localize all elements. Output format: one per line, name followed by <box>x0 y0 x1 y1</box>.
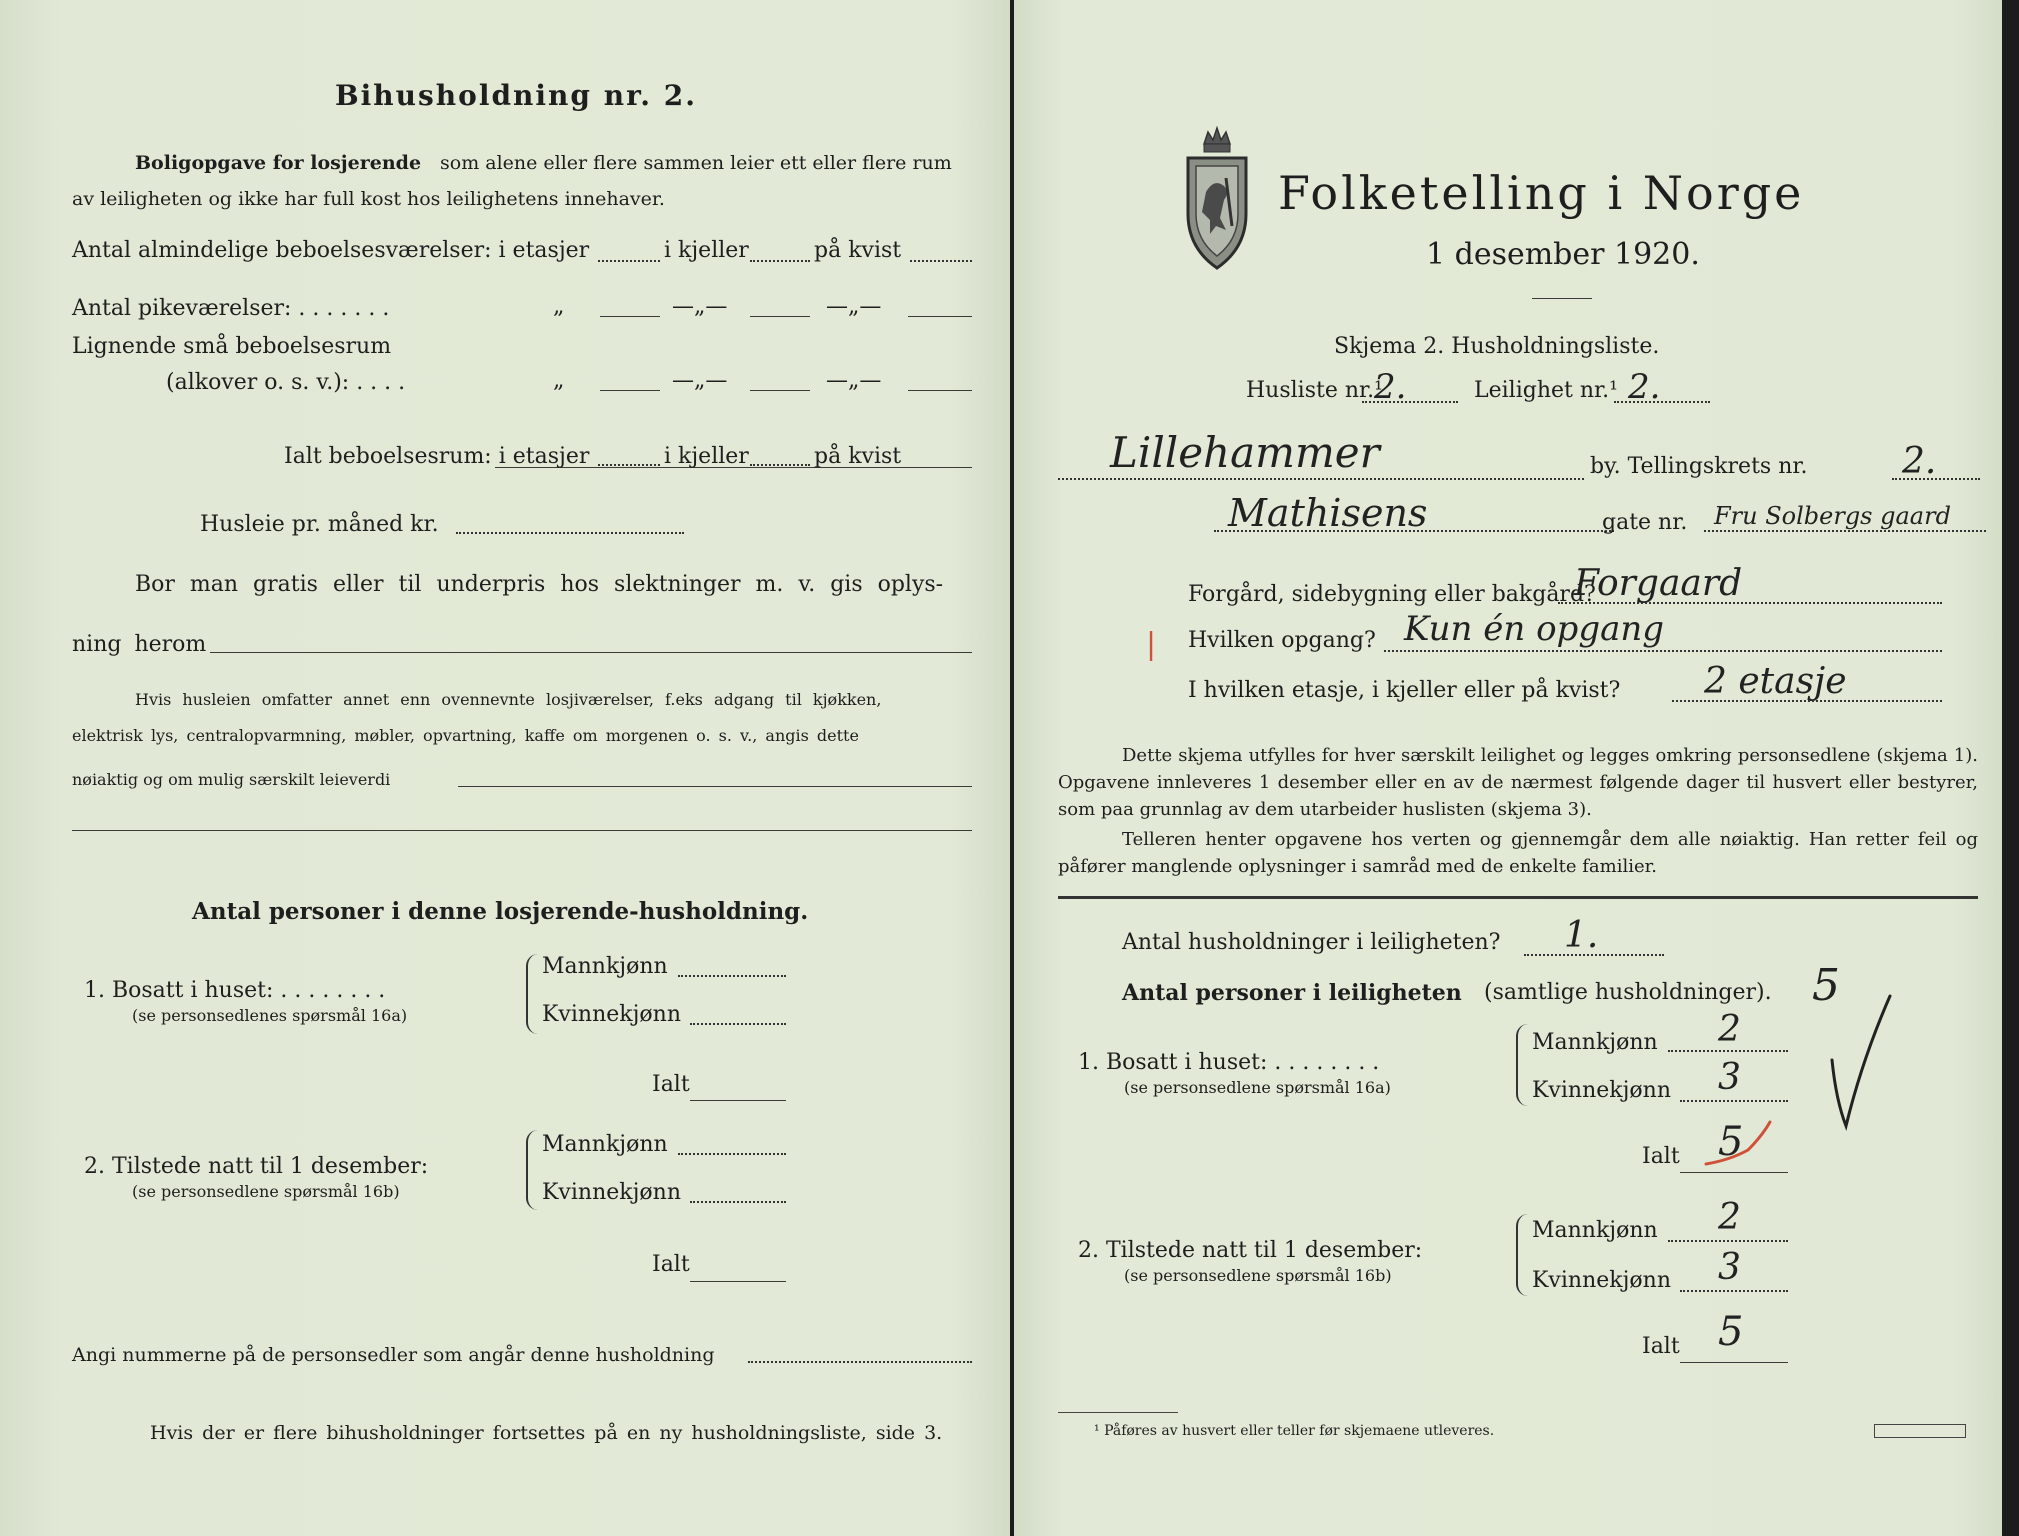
by-krets-label: by. Tellingskrets nr. <box>1590 454 1808 479</box>
forgaard-field <box>1558 602 1942 604</box>
right-q1-ialt-label: Ialt <box>1642 1144 1680 1169</box>
right-q2-ialt-value: 5 <box>1718 1309 1744 1355</box>
printer-stamp <box>1874 1424 1966 1438</box>
rooms-etasjer-field <box>598 260 660 262</box>
lign-dash-1: —„— <box>672 368 728 393</box>
norway-coat-of-arms-icon <box>1182 122 1252 272</box>
pike-dash-1: —„— <box>672 294 728 319</box>
etasje-value: 2 etasje <box>1704 661 1847 702</box>
right-q2-kvinne-value: 3 <box>1718 1247 1741 1288</box>
right-q2-mann-value: 2 <box>1718 1197 1741 1238</box>
gate-value: Fru Solbergs gaard <box>1714 502 1951 530</box>
leilighet-field <box>1614 401 1710 403</box>
lign-field-2 <box>750 390 810 391</box>
pike-field-3 <box>908 316 972 317</box>
right-q1-label: 1. Bosatt i huset: . . . . . . . . <box>1078 1050 1380 1075</box>
lign-field-3 <box>908 390 972 391</box>
left-q2-sub: (se personsedlene spørsmål 16b) <box>132 1182 400 1201</box>
intro-rest: som alene eller flere sammen leier ett eller flere rum <box>440 152 952 174</box>
forgaard-value: Forgaard <box>1574 563 1743 604</box>
husliste-field <box>1362 401 1458 403</box>
left-q2-mann-label: Mannkjønn <box>542 1132 668 1157</box>
antal-hush-label: Antal husholdninger i leiligheten? <box>1122 930 1501 955</box>
right-q2-mann-label: Mannkjønn <box>1532 1218 1658 1243</box>
left-q2-ialt-label: Ialt <box>652 1252 690 1277</box>
antal-pers-label-bold: Antal personer i leiligheten <box>1122 980 1462 1006</box>
rooms-kvist-field <box>910 260 972 262</box>
gratis-line1: Bor man gratis eller til underpris hos slektninger m. v. gis oplys- <box>135 572 944 597</box>
pike-label: Antal pikeværelser: . . . . . . . <box>72 296 390 321</box>
antal-heading: Antal personer i denne losjerende-husholdning. <box>192 898 809 925</box>
left-q1-kvinne-label: Kvinnekjønn <box>542 1002 681 1027</box>
left-q1-kvinne-field <box>690 1023 786 1025</box>
city-value: Lillehammer <box>1110 428 1380 477</box>
pike-dash-2: —„— <box>826 294 882 319</box>
left-q2-label: 2. Tilstede natt til 1 desember: <box>84 1154 429 1179</box>
gate-label: gate nr. <box>1602 510 1688 535</box>
krets-value: 2. <box>1902 441 1937 482</box>
hvis-line3: nøiaktig og om mulig særskilt leieverdi <box>72 770 391 789</box>
red-pencil-underline-icon <box>1700 1116 1780 1172</box>
right-q2-sub: (se personsedlene spørsmål 16b) <box>1124 1266 1392 1285</box>
skjema-label: Skjema 2. Husholdningsliste. <box>1334 334 1660 359</box>
checkmark-icon <box>1824 990 1904 1140</box>
right-q2-ialt-label: Ialt <box>1642 1334 1680 1359</box>
rooms-label: Antal almindelige beboelsesværelser: i etasjer <box>72 238 590 263</box>
right-q1-mann-value: 2 <box>1718 1009 1741 1050</box>
antal-hush-value: 1. <box>1564 915 1599 956</box>
right-q2-ialt-field <box>1680 1362 1788 1363</box>
antal-pers-label-rest: (samtlige husholdninger). <box>1484 980 1772 1005</box>
instructions-2: Telleren henter opgavene hos verten og gjennemgår dem alle nøiaktig. Han retter feil og påfører manglende oplysninger i samråd med de enkelte familier. <box>1058 829 1978 877</box>
left-q2-mann-field <box>678 1153 786 1155</box>
street-value: Mathisens <box>1228 491 1428 535</box>
rooms-kjeller-label: i kjeller <box>664 238 749 263</box>
opgang-label: Hvilken opgang? <box>1188 628 1376 653</box>
left-q2-brace <box>526 1130 538 1210</box>
folketelling-title: Folketelling i Norge <box>1278 166 1805 220</box>
forgaard-label: Forgård, sidebygning eller bakgård? <box>1188 582 1596 607</box>
ialt-kvist-label: på kvist <box>814 444 902 469</box>
title-rule <box>1532 298 1592 299</box>
husleie-field <box>456 532 684 534</box>
leieverdi-field-2 <box>72 830 972 831</box>
ialt-rooms-label: Ialt beboelsesrum: i etasjer <box>284 444 590 469</box>
footnote-rule <box>1058 1412 1178 1413</box>
right-q2-kvinne-field <box>1680 1290 1788 1292</box>
right-q1-mann-label: Mannkjønn <box>1532 1030 1658 1055</box>
left-q2-kvinne-label: Kvinnekjønn <box>542 1180 681 1205</box>
etasje-field <box>1672 700 1942 702</box>
intro-line2: av leiligheten og ikke har full kost hos leilighetens innehaver. <box>72 188 665 210</box>
intro-bold: Boligopgave for losjerende <box>135 152 422 174</box>
gratis-line2: ning herom <box>72 632 207 657</box>
left-q1-ialt-field <box>690 1100 786 1101</box>
left-q1-mann-field <box>678 975 786 977</box>
ialt-kjeller-label: i kjeller <box>664 444 749 469</box>
opgang-value: Kun én opgang <box>1404 609 1665 649</box>
left-q1-label: 1. Bosatt i huset: . . . . . . . . <box>84 978 386 1003</box>
angi-label: Angi nummerne på de personsedler som angår denne husholdning <box>72 1344 715 1366</box>
right-q1-kvinne-field <box>1680 1100 1788 1102</box>
krets-field <box>1892 478 1980 480</box>
left-q1-brace <box>526 954 538 1034</box>
lign-dash-2: —„— <box>826 368 882 393</box>
right-q1-ialt-value: 5 <box>1718 1119 1744 1165</box>
bihusholdning-title: Bihusholdning nr. 2. <box>335 79 697 112</box>
pike-quote: „ <box>553 294 565 319</box>
gratis-field <box>210 652 972 653</box>
lign-quote: „ <box>553 368 565 393</box>
rooms-kjeller-field <box>750 260 810 262</box>
gate-field <box>1704 530 1986 532</box>
pike-field-1 <box>600 316 660 317</box>
right-q1-kvinne-label: Kvinnekjønn <box>1532 1078 1671 1103</box>
rooms-kvist-label: på kvist <box>814 238 902 263</box>
left-q1-sub: (se personsedlenes spørsmål 16a) <box>132 1006 408 1025</box>
husleie-label: Husleie pr. måned kr. <box>200 512 439 537</box>
leilighet-value: 2. <box>1628 367 1661 407</box>
right-q2-brace <box>1516 1214 1528 1296</box>
right-q2-label: 2. Tilstede natt til 1 desember: <box>1078 1238 1423 1263</box>
antal-pers-value: 5 <box>1812 960 1840 1011</box>
right-q1-brace <box>1516 1024 1528 1106</box>
right-q1-mann-field <box>1668 1050 1788 1052</box>
left-q1-mann-label: Mannkjønn <box>542 954 668 979</box>
antal-hush-field <box>1524 954 1664 956</box>
angi-field <box>748 1361 972 1363</box>
husliste-label: Husliste nr.¹ <box>1246 378 1383 403</box>
left-q2-kvinne-field <box>690 1201 786 1203</box>
left-footer: Hvis der er flere bihusholdninger fortsettes på en ny husholdningsliste, side 3. <box>150 1422 943 1444</box>
left-q1-ialt-label: Ialt <box>652 1072 690 1097</box>
left-q2-ialt-field <box>690 1281 786 1282</box>
ialt-etasjer-field <box>598 464 660 466</box>
right-q1-kvinne-value: 3 <box>1718 1057 1741 1098</box>
right-q1-ialt-field <box>1680 1172 1788 1173</box>
lign-label-1: Lignende små beboelsesrum <box>72 334 392 359</box>
right-page <box>1014 0 2002 1536</box>
city-field <box>1058 478 1584 480</box>
husliste-value: 2. <box>1374 367 1407 407</box>
right-q2-mann-field <box>1668 1240 1788 1242</box>
instructions-1: Dette skjema utfylles for hver særskilt leilighet og legges omkring personsedlene (skjema 1). Opgavene innleveres 1 desember eller en av de nærmest følgende dager til husvert eller bestyrer, som paa grunnlag av dem utarbeider huslisten (skjema 3). <box>1058 745 1978 820</box>
lign-label-2: (alkover o. s. v.): . . . . <box>166 370 406 395</box>
hvis-line1: Hvis husleien omfatter annet enn ovennevnte losjiværelser, f.eks adgang til kjøkken, <box>135 690 882 709</box>
footnote: ¹ Påføres av husvert eller teller før skjemaene utleveres. <box>1094 1423 1495 1439</box>
opgang-field <box>1384 650 1942 652</box>
lign-field-1 <box>600 390 660 391</box>
hvis-line2: elektrisk lys, centralopvarmning, møbler, opvartning, kaffe om morgenen o. s. v., angis dette <box>72 726 859 745</box>
right-q2-kvinne-label: Kvinnekjønn <box>1532 1268 1671 1293</box>
census-date: 1 desember 1920. <box>1426 237 1700 272</box>
etasje-label: I hvilken etasje, i kjeller eller på kvist? <box>1188 678 1621 703</box>
leieverdi-field <box>458 786 972 787</box>
red-pencil-mark: | <box>1146 627 1157 662</box>
pike-field-2 <box>750 316 810 317</box>
street-field <box>1214 530 1614 532</box>
ialt-kjeller-field <box>750 464 810 466</box>
right-q1-sub: (se personsedlene spørsmål 16a) <box>1124 1078 1391 1097</box>
section-rule <box>1058 896 1978 899</box>
leilighet-label: Leilighet nr.¹ <box>1474 378 1618 403</box>
